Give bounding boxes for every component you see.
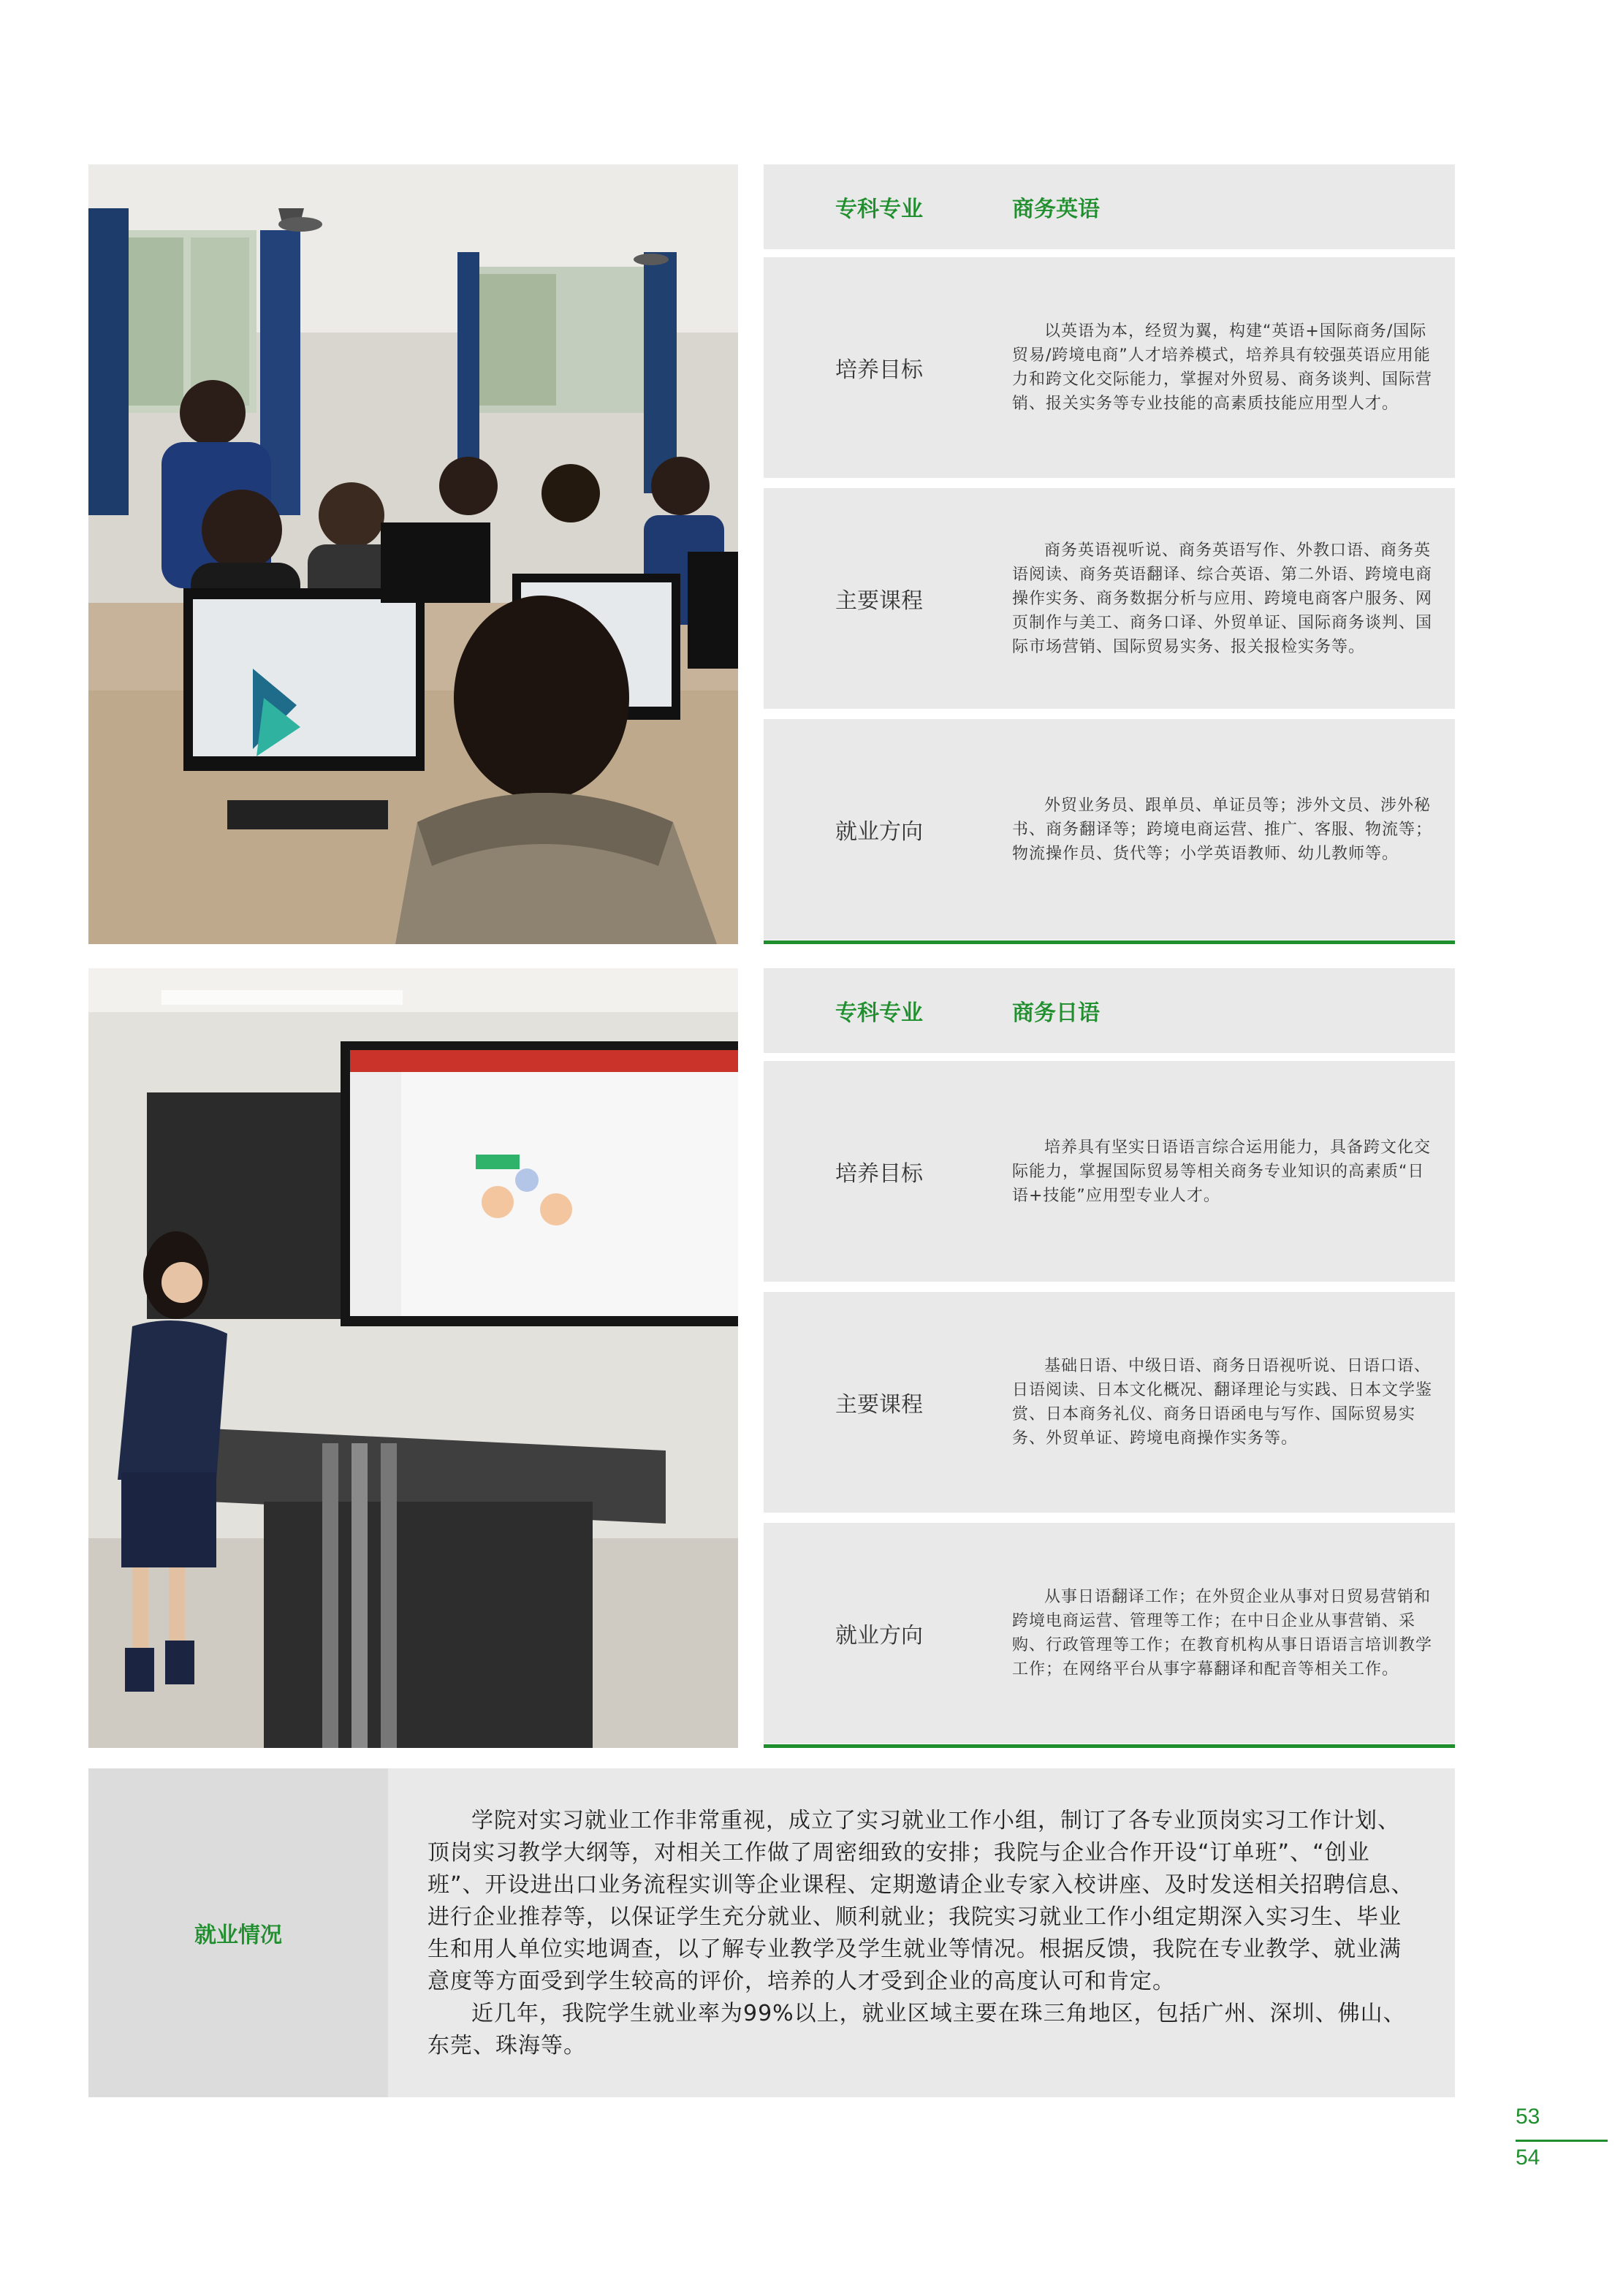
row-label-cell [764,1523,995,1744]
major-header-label: 专科专业 [835,197,923,222]
row-label: 培养目标 [835,1161,923,1187]
major-name: 商务英语 [1012,197,1100,222]
row-label-cell [764,1292,995,1513]
row-label-cell [764,257,995,478]
row-label-cell [764,1061,995,1282]
row-label-cell [764,719,995,940]
lecture-photo [88,968,738,1748]
major-header-label-cell [764,164,995,249]
major-name: 商务日语 [1012,1000,1100,1026]
page-number-divider [1516,2140,1608,2142]
section-divider [764,940,1455,944]
row-text: 外贸业务员、跟单员、单证员等；涉外文员、涉外秘书、商务翻译等；跨境电商运营、推广、客服、物流等；物流操作员、货代等；小学英语教师、幼儿教师等。 [1012,796,1433,863]
employment-text-cell [388,1768,1455,2097]
row-text: 以英语为本，经贸为翼，构建“英语+国际商务/国际贸易/跨境电商”人才培养模式，培养具有较强英语应用能力和跨文化交际能力，掌握对外贸易、商务谈判、国际营销、报关实务等专业技能的高素质技能应用型人才。 [1012,322,1433,413]
classroom-photo [88,164,738,944]
row-text: 商务英语视听说、商务英语写作、外教口语、商务英语阅读、商务英语翻译、综合英语、第二外语、跨境电商操作实务、商务数据分析与应用、跨境电商客户服务、网页制作与美工、商务口译、外贸单证、国际商务谈判、国际市场营销、国际贸易实务、报关报检实务等。 [1012,541,1433,656]
major-header-label-cell [764,968,995,1053]
major-header-label: 专科专业 [835,1000,923,1026]
row-text: 从事日语翻译工作；在外贸企业从事对日贸易营销和跨境电商运营、管理等工作；在中日企业从事营销、采购、行政管理等工作；在教育机构从事日语语言培训教学工作；在网络平台从事字幕翻译和配音等相关工作。 [1012,1588,1433,1679]
major-name-cell [995,164,1455,249]
row-text: 培养具有坚实日语语言综合运用能力，具备跨文化交际能力，掌握国际贸易等相关商务专业知识的高素质“日语+技能”应用型专业人才。 [1012,1138,1432,1205]
row-text-cell [995,719,1455,940]
row-label: 主要课程 [835,588,923,614]
page-number-bottom: 54 [1516,2145,1540,2170]
row-text-cell [995,1523,1455,1744]
employment-paragraph: 近几年，我院学生就业率为99%以上，就业区域主要在珠三角地区，包括广州、深圳、佛山、东莞、珠海等。 [427,2001,1406,2059]
row-label: 培养目标 [835,357,923,383]
row-text-cell [995,488,1455,709]
row-text-cell [995,1292,1455,1513]
employment-label: 就业情况 [194,1923,282,1948]
employment-text [427,1805,1418,2062]
row-label: 就业方向 [835,819,923,845]
page-number-top: 53 [1516,2105,1540,2129]
employment-label-cell [88,1768,388,2097]
row-text: 基础日语、中级日语、商务日语视听说、日语口语、日语阅读、日本文化概况、翻译理论与实践、日本文学鉴赏、日本商务礼仪、商务日语函电与写作、国际贸易实务、外贸单证、跨境电商操作实务等。 [1012,1357,1433,1448]
row-label-cell [764,488,995,709]
row-label: 主要课程 [835,1392,923,1418]
row-text-cell [995,257,1455,478]
employment-paragraph: 学院对实习就业工作非常重视，成立了实习就业工作小组，制订了各专业顶岗实习工作计划、顶岗实习教学大纲等，对相关工作做了周密细致的安排；我院与企业合作开设“订单班”、“创业班”、开设进出口业务流程实训等企业课程、定期邀请企业专家入校讲座、及时发送相关招聘信息、进行企业推荐等，以保证学生充分就业、顺利就业；我院实习就业工作小组定期深入实习生、毕业生和用人单位实地调查，以了解专业教学及学生就业等情况。根据反馈，我院在专业教学、就业满意度等方面受到学生较高的评价，培养的人才受到企业的高度认可和肯定。 [427,1808,1414,1994]
row-text-cell [995,1061,1455,1282]
major-name-cell [995,968,1455,1053]
section-divider [764,1744,1455,1748]
row-label: 就业方向 [835,1623,923,1649]
